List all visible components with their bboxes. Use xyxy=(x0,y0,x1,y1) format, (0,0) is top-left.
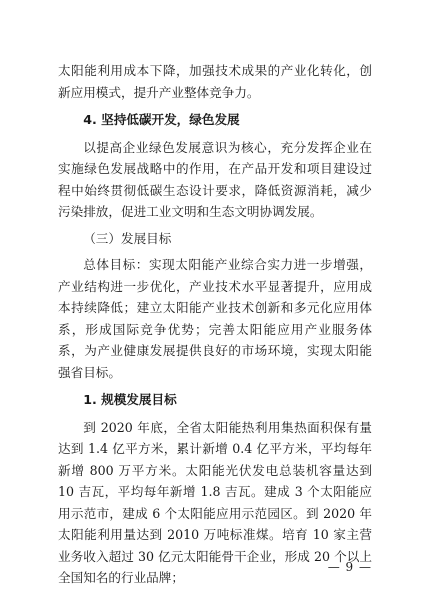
page-number: — 9 — xyxy=(327,560,372,574)
section-heading-goals: （三）发展目标 xyxy=(83,230,172,246)
heading-low-carbon-green: 4. 坚持低碳开发，绿色发展 xyxy=(83,112,240,127)
paragraph-overall-goals: 总体目标：实现太阳能产业综合实力进一步增强，产业结构进一步优化，产业技术水平显著提升，应用成本持续降低；建立太阳能产业技术创新和多元化应用体系，形成国际竞争优势；完善太阳能应用产业服务体系，为产业健康发展提供良好的市场环境，实现太阳能强省目标。 xyxy=(58,257,372,380)
heading-scale-goals: 1. 规模发展目标 xyxy=(83,392,177,407)
paragraph-intro-continued: 太阳能利用成本下降，加强技术成果的产业化转化，创新应用模式，提升产业整体竞争力。 xyxy=(58,63,372,100)
paragraph-green-development: 以提高企业绿色发展意识为核心，充分发挥企业在实施绿色发展战略中的作用，在产品开发和项目建设过程中始终贯彻低碳生态设计要求，降低资源消耗，减少污染排放，促进工业文明和生态文明协调发展。 xyxy=(58,139,372,219)
paragraph-scale-targets: 到 2020 年底，全省太阳能热利用集热面积保有量达到 1.4 亿平方米，累计新增 0.4 亿平方米，平均每年新增 800 万平方米。太阳能光伏发电总装机容量达到 10 吉瓦，平均每年新增 1.8 吉瓦。建成 3 个太阳能应用示范市，建成 6 个太阳能应用示范园区。到 2020 年太阳能利用量达到 2010 万吨标准煤。培育 10 家主营业务收入超过 30 亿元太阳能骨干企业，形成 20 个以上全国知名的行业品牌； xyxy=(58,419,372,585)
